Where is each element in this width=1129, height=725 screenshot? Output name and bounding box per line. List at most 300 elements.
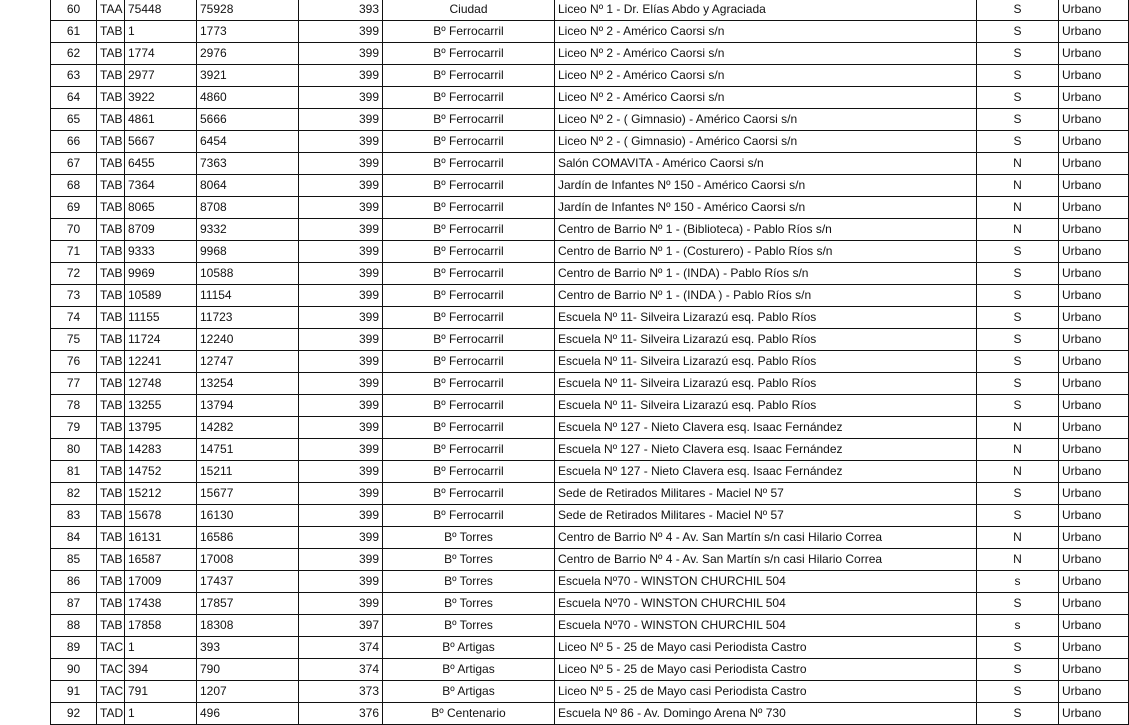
zone-cell: Bº Ferrocarril xyxy=(383,21,555,43)
zone-cell: Bº Ferrocarril xyxy=(383,395,555,417)
table-row xyxy=(51,681,1129,703)
location-cell: Centro de Barrio Nº 1 - (INDA ) - Pablo Ríos s/n xyxy=(555,285,977,307)
zone-cell: Bº Centenario xyxy=(383,703,555,725)
zone-cell: Bº Ferrocarril xyxy=(383,461,555,483)
location-cell: Liceo Nº 5 - 25 de Mayo casi Periodista Castro xyxy=(555,637,977,659)
area-type-cell: Urbano xyxy=(1059,505,1129,527)
zone-cell: Bº Artigas xyxy=(383,659,555,681)
series-cell: TAB xyxy=(97,461,125,483)
circuit-cell: 373 xyxy=(299,681,383,703)
row-number-cell: 85 xyxy=(51,549,97,571)
circuit-cell: 399 xyxy=(299,571,383,593)
zone-cell: Ciudad xyxy=(383,0,555,21)
area-type-cell: Urbano xyxy=(1059,197,1129,219)
accessible-cell: S xyxy=(977,395,1059,417)
area-type-cell: Urbano xyxy=(1059,263,1129,285)
circuit-cell: 399 xyxy=(299,593,383,615)
circuit-cell: 399 xyxy=(299,65,383,87)
row-number-cell: 82 xyxy=(51,483,97,505)
range-from-cell: 2977 xyxy=(125,65,197,87)
range-from-cell: 14283 xyxy=(125,439,197,461)
area-type-cell: Urbano xyxy=(1059,131,1129,153)
location-cell: Liceo Nº 1 - Dr. Elías Abdo y Agraciada xyxy=(555,0,977,21)
table-row xyxy=(51,21,1129,43)
circuit-cell: 399 xyxy=(299,43,383,65)
circuit-cell: 374 xyxy=(299,637,383,659)
range-from-cell: 17009 xyxy=(125,571,197,593)
circuit-cell: 399 xyxy=(299,197,383,219)
table-row xyxy=(51,593,1129,615)
location-cell: Escuela Nº 11- Silveira Lizarazú esq. Pablo Ríos xyxy=(555,329,977,351)
series-cell: TAB xyxy=(97,285,125,307)
range-from-cell: 11724 xyxy=(125,329,197,351)
range-from-cell: 791 xyxy=(125,681,197,703)
range-from-cell: 12241 xyxy=(125,351,197,373)
row-number-cell: 80 xyxy=(51,439,97,461)
area-type-cell: Urbano xyxy=(1059,549,1129,571)
table-row xyxy=(51,483,1129,505)
location-cell: Centro de Barrio Nº 4 - Av. San Martín s/n casi Hilario Correa xyxy=(555,527,977,549)
series-cell: TAB xyxy=(97,109,125,131)
accessible-cell: S xyxy=(977,263,1059,285)
range-from-cell: 16131 xyxy=(125,527,197,549)
location-cell: Escuela Nº 11- Silveira Lizarazú esq. Pablo Ríos xyxy=(555,395,977,417)
accessible-cell: S xyxy=(977,65,1059,87)
circuit-cell: 399 xyxy=(299,307,383,329)
range-to-cell: 12747 xyxy=(197,351,299,373)
series-cell: TAB xyxy=(97,351,125,373)
accessible-cell: N xyxy=(977,439,1059,461)
range-to-cell: 15677 xyxy=(197,483,299,505)
row-number-cell: 87 xyxy=(51,593,97,615)
range-from-cell: 13795 xyxy=(125,417,197,439)
table-row xyxy=(51,461,1129,483)
zone-cell: Bº Ferrocarril xyxy=(383,307,555,329)
zone-cell: Bº Ferrocarril xyxy=(383,505,555,527)
location-cell: Centro de Barrio Nº 1 - (Costurero) - Pablo Ríos s/n xyxy=(555,241,977,263)
location-cell: Sede de Retirados Militares - Maciel Nº 57 xyxy=(555,505,977,527)
circuit-cell: 399 xyxy=(299,109,383,131)
range-to-cell: 1773 xyxy=(197,21,299,43)
accessible-cell: N xyxy=(977,175,1059,197)
location-cell: Liceo Nº 2 - ( Gimnasio) - Américo Caorsi s/n xyxy=(555,131,977,153)
range-from-cell: 9333 xyxy=(125,241,197,263)
row-number-cell: 72 xyxy=(51,263,97,285)
range-to-cell: 393 xyxy=(197,637,299,659)
location-cell: Escuela Nº70 - WINSTON CHURCHIL 504 xyxy=(555,615,977,637)
range-from-cell: 12748 xyxy=(125,373,197,395)
row-number-cell: 88 xyxy=(51,615,97,637)
row-number-cell: 81 xyxy=(51,461,97,483)
area-type-cell: Urbano xyxy=(1059,109,1129,131)
table-row xyxy=(51,395,1129,417)
accessible-cell: S xyxy=(977,637,1059,659)
zone-cell: Bº Ferrocarril xyxy=(383,439,555,461)
row-number-cell: 76 xyxy=(51,351,97,373)
accessible-cell: N xyxy=(977,197,1059,219)
series-cell: TAB xyxy=(97,329,125,351)
accessible-cell: s xyxy=(977,615,1059,637)
location-cell: Escuela Nº70 - WINSTON CHURCHIL 504 xyxy=(555,571,977,593)
table-row xyxy=(51,219,1129,241)
row-number-cell: 64 xyxy=(51,87,97,109)
table-row xyxy=(51,263,1129,285)
circuit-cell: 399 xyxy=(299,219,383,241)
zone-cell: Bº Ferrocarril xyxy=(383,241,555,263)
location-cell: Liceo Nº 2 - Américo Caorsi s/n xyxy=(555,21,977,43)
row-number-cell: 66 xyxy=(51,131,97,153)
zone-cell: Bº Ferrocarril xyxy=(383,43,555,65)
location-cell: Escuela Nº 127 - Nieto Clavera esq. Isaac Fernández xyxy=(555,461,977,483)
row-number-cell: 91 xyxy=(51,681,97,703)
range-to-cell: 14282 xyxy=(197,417,299,439)
row-number-cell: 92 xyxy=(51,703,97,725)
circuit-cell: 399 xyxy=(299,373,383,395)
row-number-cell: 65 xyxy=(51,109,97,131)
area-type-cell: Urbano xyxy=(1059,21,1129,43)
series-cell: TAB xyxy=(97,65,125,87)
series-cell: TAA xyxy=(97,0,125,21)
accessible-cell: N xyxy=(977,153,1059,175)
range-from-cell: 17438 xyxy=(125,593,197,615)
row-number-cell: 78 xyxy=(51,395,97,417)
series-cell: TAC xyxy=(97,659,125,681)
row-number-cell: 89 xyxy=(51,637,97,659)
range-to-cell: 12240 xyxy=(197,329,299,351)
zone-cell: Bº Ferrocarril xyxy=(383,175,555,197)
series-cell: TAB xyxy=(97,241,125,263)
table-row xyxy=(51,131,1129,153)
range-from-cell: 1 xyxy=(125,21,197,43)
location-cell: Centro de Barrio Nº 4 - Av. San Martín s/n casi Hilario Correa xyxy=(555,549,977,571)
range-to-cell: 6454 xyxy=(197,131,299,153)
range-from-cell: 4861 xyxy=(125,109,197,131)
accessible-cell: S xyxy=(977,109,1059,131)
zone-cell: Bº Ferrocarril xyxy=(383,263,555,285)
range-to-cell: 4860 xyxy=(197,87,299,109)
series-cell: TAD xyxy=(97,703,125,725)
circuit-cell: 399 xyxy=(299,483,383,505)
zone-cell: Bº Ferrocarril xyxy=(383,197,555,219)
area-type-cell: Urbano xyxy=(1059,175,1129,197)
row-number-cell: 63 xyxy=(51,65,97,87)
range-from-cell: 1 xyxy=(125,637,197,659)
range-to-cell: 1207 xyxy=(197,681,299,703)
accessible-cell: S xyxy=(977,329,1059,351)
zone-cell: Bº Torres xyxy=(383,571,555,593)
circuit-cell: 399 xyxy=(299,395,383,417)
range-to-cell: 18308 xyxy=(197,615,299,637)
area-type-cell: Urbano xyxy=(1059,395,1129,417)
area-type-cell: Urbano xyxy=(1059,65,1129,87)
zone-cell: Bº Ferrocarril xyxy=(383,131,555,153)
zone-cell: Bº Torres xyxy=(383,593,555,615)
range-from-cell: 1774 xyxy=(125,43,197,65)
location-cell: Jardín de Infantes Nº 150 - Américo Caorsi s/n xyxy=(555,197,977,219)
row-number-cell: 68 xyxy=(51,175,97,197)
zone-cell: Bº Ferrocarril xyxy=(383,285,555,307)
accessible-cell: S xyxy=(977,681,1059,703)
circuit-cell: 399 xyxy=(299,439,383,461)
table-row xyxy=(51,307,1129,329)
table-row xyxy=(51,87,1129,109)
circuit-cell: 399 xyxy=(299,87,383,109)
table-row xyxy=(51,65,1129,87)
location-cell: Sede de Retirados Militares - Maciel Nº 57 xyxy=(555,483,977,505)
circuit-cell: 397 xyxy=(299,615,383,637)
area-type-cell: Urbano xyxy=(1059,219,1129,241)
circuit-cell: 374 xyxy=(299,659,383,681)
range-to-cell: 8064 xyxy=(197,175,299,197)
table-row xyxy=(51,351,1129,373)
range-to-cell: 16586 xyxy=(197,527,299,549)
table-row xyxy=(51,329,1129,351)
circuit-cell: 376 xyxy=(299,703,383,725)
accessible-cell: S xyxy=(977,131,1059,153)
range-to-cell: 17008 xyxy=(197,549,299,571)
circuit-cell: 393 xyxy=(299,0,383,21)
area-type-cell: Urbano xyxy=(1059,637,1129,659)
circuit-cell: 399 xyxy=(299,505,383,527)
area-type-cell: Urbano xyxy=(1059,417,1129,439)
range-to-cell: 10588 xyxy=(197,263,299,285)
range-to-cell: 9332 xyxy=(197,219,299,241)
table-row xyxy=(51,175,1129,197)
accessible-cell: S xyxy=(977,285,1059,307)
circuit-cell: 399 xyxy=(299,263,383,285)
table-row xyxy=(51,637,1129,659)
range-to-cell: 13254 xyxy=(197,373,299,395)
area-type-cell: Urbano xyxy=(1059,461,1129,483)
location-cell: Escuela Nº 11- Silveira Lizarazú esq. Pablo Ríos xyxy=(555,307,977,329)
zone-cell: Bº Torres xyxy=(383,527,555,549)
zone-cell: Bº Torres xyxy=(383,615,555,637)
area-type-cell: Urbano xyxy=(1059,659,1129,681)
zone-cell: Bº Artigas xyxy=(383,681,555,703)
table-row xyxy=(51,527,1129,549)
accessible-cell: N xyxy=(977,527,1059,549)
row-number-cell: 60 xyxy=(51,0,97,21)
series-cell: TAB xyxy=(97,307,125,329)
area-type-cell: Urbano xyxy=(1059,483,1129,505)
zone-cell: Bº Ferrocarril xyxy=(383,219,555,241)
circuit-cell: 399 xyxy=(299,527,383,549)
range-to-cell: 496 xyxy=(197,703,299,725)
range-to-cell: 8708 xyxy=(197,197,299,219)
row-number-cell: 69 xyxy=(51,197,97,219)
series-cell: TAC xyxy=(97,681,125,703)
range-from-cell: 9969 xyxy=(125,263,197,285)
range-from-cell: 10589 xyxy=(125,285,197,307)
table-row xyxy=(51,285,1129,307)
series-cell: TAB xyxy=(97,527,125,549)
row-number-cell: 62 xyxy=(51,43,97,65)
zone-cell: Bº Ferrocarril xyxy=(383,351,555,373)
location-cell: Escuela Nº 127 - Nieto Clavera esq. Isaac Fernández xyxy=(555,417,977,439)
series-cell: TAB xyxy=(97,87,125,109)
area-type-cell: Urbano xyxy=(1059,615,1129,637)
range-from-cell: 8065 xyxy=(125,197,197,219)
range-to-cell: 7363 xyxy=(197,153,299,175)
zone-cell: Bº Torres xyxy=(383,549,555,571)
range-from-cell: 5667 xyxy=(125,131,197,153)
row-number-cell: 79 xyxy=(51,417,97,439)
location-cell: Jardín de Infantes Nº 150 - Américo Caorsi s/n xyxy=(555,175,977,197)
area-type-cell: Urbano xyxy=(1059,285,1129,307)
area-type-cell: Urbano xyxy=(1059,681,1129,703)
area-type-cell: Urbano xyxy=(1059,527,1129,549)
row-number-cell: 61 xyxy=(51,21,97,43)
series-cell: TAB xyxy=(97,439,125,461)
series-cell: TAB xyxy=(97,21,125,43)
range-from-cell: 14752 xyxy=(125,461,197,483)
zone-cell: Bº Ferrocarril xyxy=(383,65,555,87)
circuit-cell: 399 xyxy=(299,153,383,175)
circuit-cell: 399 xyxy=(299,175,383,197)
table-row xyxy=(51,153,1129,175)
series-cell: TAB xyxy=(97,593,125,615)
accessible-cell: S xyxy=(977,505,1059,527)
location-cell: Liceo Nº 2 - Américo Caorsi s/n xyxy=(555,87,977,109)
series-cell: TAB xyxy=(97,505,125,527)
row-number-cell: 75 xyxy=(51,329,97,351)
range-to-cell: 5666 xyxy=(197,109,299,131)
range-to-cell: 9968 xyxy=(197,241,299,263)
zone-cell: Bº Ferrocarril xyxy=(383,87,555,109)
location-cell: Centro de Barrio Nº 1 - (INDA) - Pablo Ríos s/n xyxy=(555,263,977,285)
area-type-cell: Urbano xyxy=(1059,703,1129,725)
accessible-cell: S xyxy=(977,21,1059,43)
area-type-cell: Urbano xyxy=(1059,153,1129,175)
area-type-cell: Urbano xyxy=(1059,571,1129,593)
location-cell: Liceo Nº 2 - ( Gimnasio) - Américo Caorsi s/n xyxy=(555,109,977,131)
circuit-cell: 399 xyxy=(299,329,383,351)
series-cell: TAB xyxy=(97,197,125,219)
row-number-cell: 74 xyxy=(51,307,97,329)
circuit-cell: 399 xyxy=(299,461,383,483)
accessible-cell: N xyxy=(977,219,1059,241)
range-from-cell: 7364 xyxy=(125,175,197,197)
row-number-cell: 67 xyxy=(51,153,97,175)
accessible-cell: S xyxy=(977,703,1059,725)
range-from-cell: 6455 xyxy=(125,153,197,175)
accessible-cell: N xyxy=(977,417,1059,439)
range-to-cell: 75928 xyxy=(197,0,299,21)
table-row xyxy=(51,439,1129,461)
range-to-cell: 17857 xyxy=(197,593,299,615)
row-number-cell: 86 xyxy=(51,571,97,593)
row-number-cell: 71 xyxy=(51,241,97,263)
location-cell: Salón COMAVITA - Américo Caorsi s/n xyxy=(555,153,977,175)
range-to-cell: 13794 xyxy=(197,395,299,417)
series-cell: TAB xyxy=(97,417,125,439)
area-type-cell: Urbano xyxy=(1059,373,1129,395)
location-cell: Liceo Nº 2 - Américo Caorsi s/n xyxy=(555,43,977,65)
accessible-cell: N xyxy=(977,461,1059,483)
area-type-cell: Urbano xyxy=(1059,87,1129,109)
range-from-cell: 11155 xyxy=(125,307,197,329)
series-cell: TAB xyxy=(97,263,125,285)
series-cell: TAB xyxy=(97,571,125,593)
table-row xyxy=(51,43,1129,65)
series-cell: TAB xyxy=(97,43,125,65)
circuit-cell: 399 xyxy=(299,417,383,439)
location-cell: Centro de Barrio Nº 1 - (Biblioteca) - Pablo Ríos s/n xyxy=(555,219,977,241)
series-cell: TAC xyxy=(97,637,125,659)
series-cell: TAB xyxy=(97,153,125,175)
circuit-cell: 399 xyxy=(299,549,383,571)
location-cell: Liceo Nº 5 - 25 de Mayo casi Periodista Castro xyxy=(555,681,977,703)
table-row xyxy=(51,659,1129,681)
accessible-cell: s xyxy=(977,571,1059,593)
range-to-cell: 16130 xyxy=(197,505,299,527)
table-body xyxy=(51,0,1129,725)
series-cell: TAB xyxy=(97,373,125,395)
table-row xyxy=(51,615,1129,637)
circuit-cell: 399 xyxy=(299,241,383,263)
range-from-cell: 8709 xyxy=(125,219,197,241)
zone-cell: Bº Ferrocarril xyxy=(383,109,555,131)
row-number-cell: 84 xyxy=(51,527,97,549)
location-cell: Escuela Nº 86 - Av. Domingo Arena Nº 730 xyxy=(555,703,977,725)
series-cell: TAB xyxy=(97,131,125,153)
table-row xyxy=(51,571,1129,593)
area-type-cell: Urbano xyxy=(1059,307,1129,329)
series-cell: TAB xyxy=(97,219,125,241)
accessible-cell: S xyxy=(977,43,1059,65)
range-to-cell: 11723 xyxy=(197,307,299,329)
series-cell: TAB xyxy=(97,175,125,197)
row-number-cell: 73 xyxy=(51,285,97,307)
zone-cell: Bº Ferrocarril xyxy=(383,483,555,505)
accessible-cell: S xyxy=(977,351,1059,373)
accessible-cell: S xyxy=(977,241,1059,263)
range-from-cell: 17858 xyxy=(125,615,197,637)
range-from-cell: 16587 xyxy=(125,549,197,571)
range-from-cell: 394 xyxy=(125,659,197,681)
area-type-cell: Urbano xyxy=(1059,43,1129,65)
series-cell: TAB xyxy=(97,395,125,417)
location-cell: Escuela Nº 11- Silveira Lizarazú esq. Pablo Ríos xyxy=(555,373,977,395)
document-sheet xyxy=(50,0,1129,725)
zone-cell: Bº Ferrocarril xyxy=(383,373,555,395)
polling-places-table xyxy=(50,0,1129,725)
zone-cell: Bº Ferrocarril xyxy=(383,153,555,175)
row-number-cell: 77 xyxy=(51,373,97,395)
table-row xyxy=(51,109,1129,131)
range-from-cell: 3922 xyxy=(125,87,197,109)
accessible-cell: S xyxy=(977,87,1059,109)
table-row xyxy=(51,703,1129,725)
series-cell: TAB xyxy=(97,549,125,571)
table-row xyxy=(51,0,1129,21)
location-cell: Escuela Nº70 - WINSTON CHURCHIL 504 xyxy=(555,593,977,615)
table-row xyxy=(51,373,1129,395)
circuit-cell: 399 xyxy=(299,21,383,43)
location-cell: Escuela Nº 11- Silveira Lizarazú esq. Pablo Ríos xyxy=(555,351,977,373)
range-from-cell: 75448 xyxy=(125,0,197,21)
location-cell: Liceo Nº 2 - Américo Caorsi s/n xyxy=(555,65,977,87)
accessible-cell: S xyxy=(977,659,1059,681)
range-to-cell: 11154 xyxy=(197,285,299,307)
table-row xyxy=(51,197,1129,219)
accessible-cell: S xyxy=(977,373,1059,395)
range-to-cell: 3921 xyxy=(197,65,299,87)
accessible-cell: N xyxy=(977,549,1059,571)
location-cell: Escuela Nº 127 - Nieto Clavera esq. Isaac Fernández xyxy=(555,439,977,461)
range-from-cell: 15678 xyxy=(125,505,197,527)
accessible-cell: S xyxy=(977,483,1059,505)
